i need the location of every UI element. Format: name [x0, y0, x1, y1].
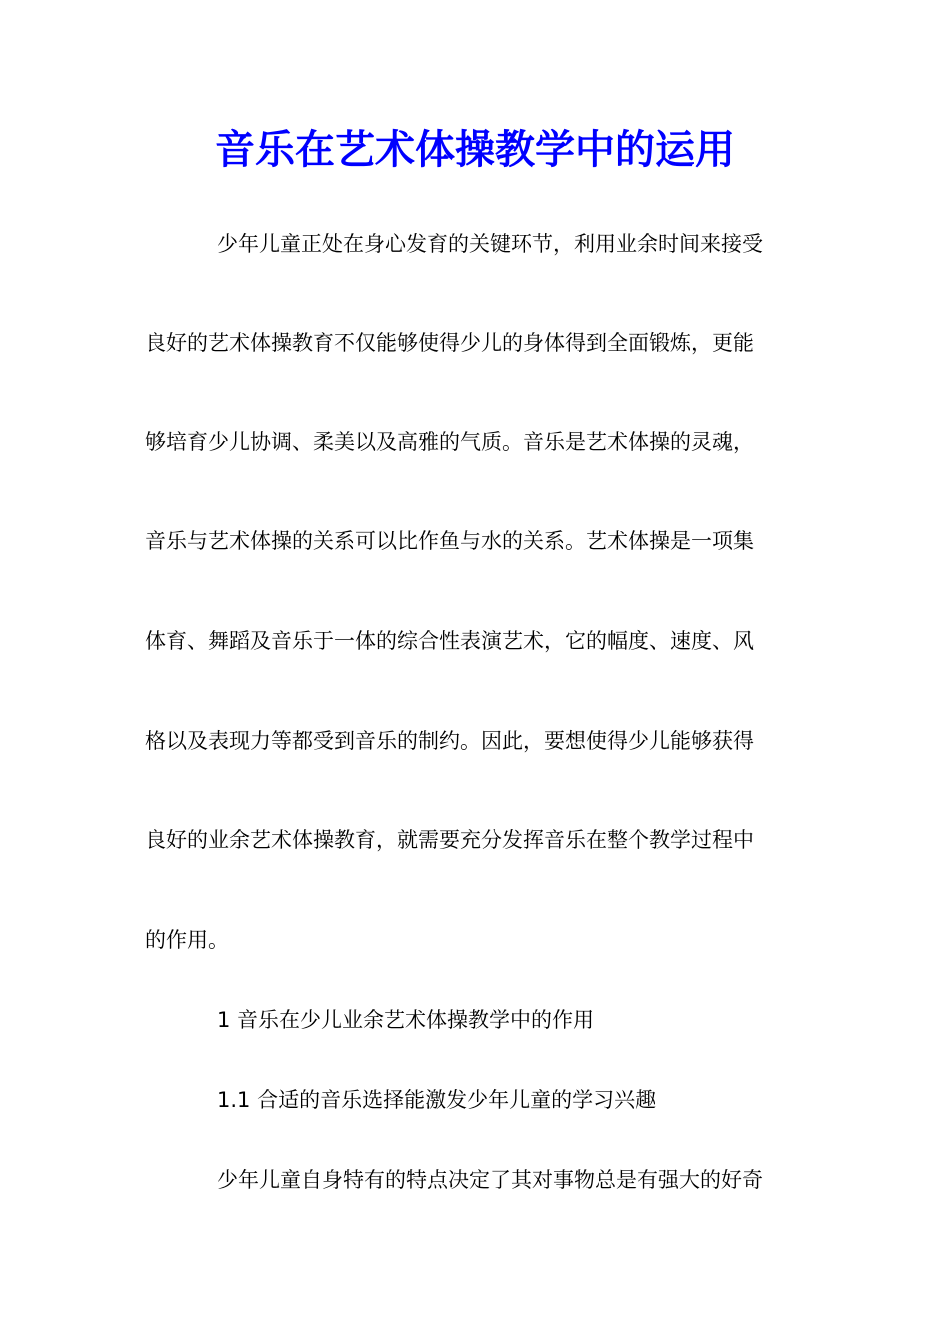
subsection-heading: 1.1 合适的音乐选择能激发少年儿童的学习兴趣: [217, 1088, 657, 1112]
paragraph-line: 少年儿童自身特有的特点决定了其对事物总是有强大的好奇: [217, 1168, 763, 1192]
paragraph-line: 音乐与艺术体操的关系可以比作鱼与水的关系。艺术体操是一项集: [145, 529, 754, 553]
paragraph-line: 体育、舞蹈及音乐于一体的综合性表演艺术，它的幅度、速度、风: [145, 629, 754, 653]
paragraph-line: 少年儿童正处在身心发育的关键环节，利用业余时间来接受: [217, 232, 763, 256]
paragraph-line: 格以及表现力等都受到音乐的制约。因此，要想使得少儿能够获得: [145, 729, 754, 753]
paragraph-line: 良好的艺术体操教育不仅能够使得少儿的身体得到全面锻炼，更能: [145, 331, 754, 355]
paragraph-line: 良好的业余艺术体操教育，就需要充分发挥音乐在整个教学过程中: [145, 828, 754, 852]
paragraph-line: 的作用。: [145, 928, 229, 952]
section-heading: 1 音乐在少儿业余艺术体操教学中的作用: [217, 1008, 595, 1032]
document-title: 音乐在艺术体操教学中的运用: [215, 126, 735, 173]
paragraph-line: 够培育少儿协调、柔美以及高雅的气质。音乐是艺术体操的灵魂，: [145, 430, 754, 454]
